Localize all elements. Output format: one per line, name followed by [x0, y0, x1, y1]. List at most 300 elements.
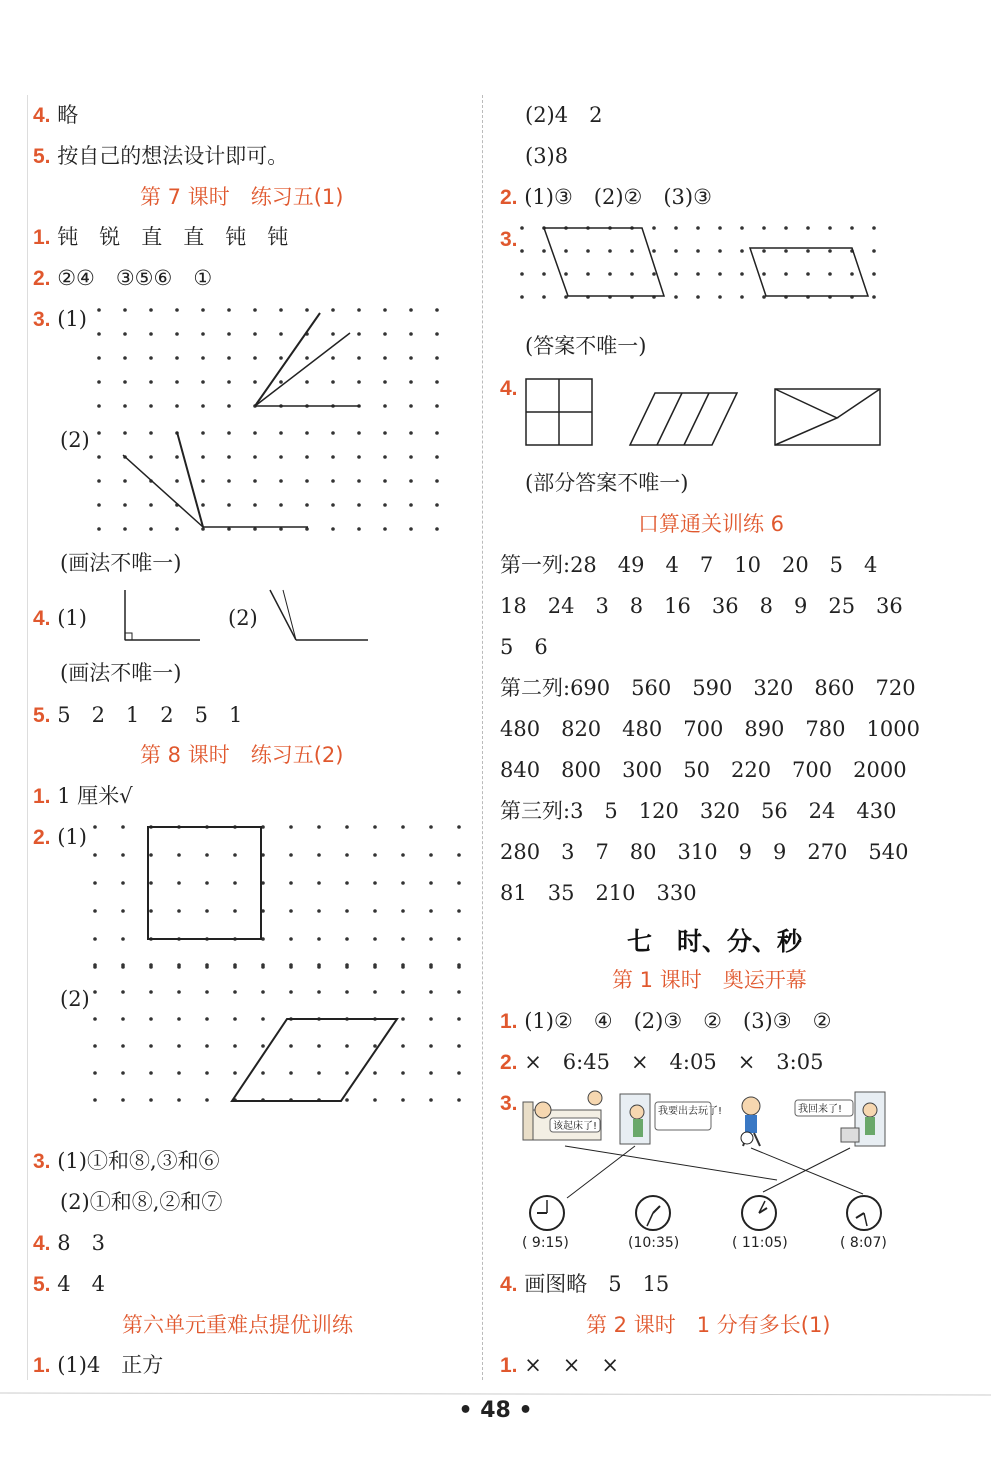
grid-dot [696, 249, 700, 253]
grid-dot [357, 308, 361, 312]
grid-dot [305, 479, 309, 483]
grid-dot [123, 332, 127, 336]
grid-dot [383, 332, 387, 336]
grid-dot [253, 332, 257, 336]
question-number: 1. [33, 785, 51, 808]
grid-dot [872, 295, 876, 299]
grid-dot [718, 249, 722, 253]
dot-grid-parallelogram [95, 965, 465, 1135]
grid-dot [289, 1044, 293, 1048]
grid-dot [289, 1071, 293, 1075]
grid-dot [401, 853, 405, 857]
grid-dot [457, 909, 461, 913]
grid-dot [331, 332, 335, 336]
grid-dot [177, 1098, 181, 1102]
grid-dot [850, 272, 854, 276]
grid-dot [429, 1017, 433, 1021]
grid-dot [435, 380, 439, 384]
grid-dot [177, 853, 181, 857]
question-number: 2. [33, 267, 51, 290]
grid-dot [409, 479, 413, 483]
answer-text: × × × [524, 1353, 619, 1377]
grid-dot [409, 380, 413, 384]
grid-dot [401, 1044, 405, 1048]
grid-dot [357, 455, 361, 459]
grid-dot [674, 226, 678, 230]
grid-dot [305, 431, 309, 435]
grid-dot [121, 1017, 125, 1021]
dot-grid-square [95, 825, 465, 955]
grid-dot [401, 881, 405, 885]
grid-dot [652, 249, 656, 253]
grid-dot [149, 455, 153, 459]
unit-6-heading: 第六单元重难点提优训练 [122, 1313, 353, 1337]
grid-dot [97, 308, 101, 312]
answer-text: (1)② ④ (2)③ ② (3)③ ② [524, 1009, 832, 1033]
grid-dot [457, 881, 461, 885]
question-number: 3. [500, 228, 518, 251]
grid-dot [401, 1071, 405, 1075]
clock-label: ( 8:07) [840, 1235, 887, 1251]
grid-dot [435, 356, 439, 360]
grid-dot [205, 963, 209, 967]
grid-dot [201, 308, 205, 312]
dot-grid-angle-1 [95, 305, 445, 415]
grid-dot [121, 963, 125, 967]
grid-dot [429, 1071, 433, 1075]
grid-dot [305, 503, 309, 507]
grid-dot [357, 380, 361, 384]
grid-dot [373, 1098, 377, 1102]
grid-dot [696, 295, 700, 299]
grid-dot [177, 1071, 181, 1075]
l7-answer-5 [33, 702, 242, 729]
clock-label: ( 9:15) [522, 1235, 569, 1251]
grid-dot [305, 455, 309, 459]
grid-dot [383, 527, 387, 531]
grid-dot [233, 1071, 237, 1075]
grid-dot [317, 825, 321, 829]
question-number: 4. [33, 1232, 51, 1255]
question-number: 1. [500, 1010, 518, 1033]
u7-answer-2 [500, 1049, 823, 1076]
oral-line: 第二列:690 560 590 320 860 720 [500, 676, 916, 700]
grid-dot [520, 272, 524, 276]
l7-answer-4-sub2: (2) [228, 606, 258, 630]
l7-q3-note: (画法不唯一) [60, 551, 182, 575]
answer-text: 按自己的想法设计即可。 [57, 144, 289, 168]
grid-dot [429, 963, 433, 967]
grid-dot [305, 356, 309, 360]
grid-dot [331, 479, 335, 483]
grid-dot [373, 990, 377, 994]
return-home-icon [795, 1092, 885, 1146]
grid-dot [205, 853, 209, 857]
grid-dot [409, 503, 413, 507]
answer-text: 钝 锐 直 直 钝 钝 [57, 225, 289, 249]
clock-label: ( 11:05) [732, 1235, 788, 1251]
grid-dot [317, 881, 321, 885]
grid-dot [279, 380, 283, 384]
grid-dot [652, 226, 656, 230]
question-number: 4. [500, 377, 518, 400]
grid-dot [429, 990, 433, 994]
grid-dot [305, 308, 309, 312]
grid-dot [435, 404, 439, 408]
question-number: 3. [33, 1150, 51, 1173]
grid-dot [435, 503, 439, 507]
grid-dot [279, 308, 283, 312]
grid-dot [93, 853, 97, 857]
l8-answer-1 [33, 783, 133, 810]
grid-dot [121, 909, 125, 913]
grid-dot [608, 249, 612, 253]
grid-dot [435, 479, 439, 483]
grid-dot [435, 527, 439, 531]
grid-dot [345, 937, 349, 941]
grid-dot [401, 825, 405, 829]
sub-label: (1) [57, 825, 87, 849]
grid-dot [177, 1017, 181, 1021]
grid-dot [542, 249, 546, 253]
grid-dot [289, 909, 293, 913]
clock-label: (10:35) [628, 1235, 680, 1251]
grid-dot [97, 380, 101, 384]
grid-dot [828, 249, 832, 253]
grid-dot [317, 1044, 321, 1048]
l7-answer-2 [33, 265, 212, 292]
l7-q4-note: (画法不唯一) [60, 661, 182, 685]
grid-dot [233, 1044, 237, 1048]
answer-text: × 6:45 × 4:05 × 3:05 [524, 1050, 824, 1074]
grid-dot [457, 990, 461, 994]
clock-icon [847, 1196, 881, 1230]
grid-dot [261, 963, 265, 967]
grid-dot [97, 431, 101, 435]
grid-dot [317, 937, 321, 941]
answer-text: 画图略 5 15 [524, 1272, 670, 1296]
grid-dot [409, 356, 413, 360]
grid-dot [696, 226, 700, 230]
footer-rule [0, 1392, 991, 1396]
grid-dot [253, 455, 257, 459]
grid-dot [227, 332, 231, 336]
grid-dot [177, 881, 181, 885]
grid-dot [872, 226, 876, 230]
grid-dot [175, 455, 179, 459]
grid-dot [457, 853, 461, 857]
grid-dot [123, 308, 127, 312]
grid-dot [373, 1071, 377, 1075]
grid-dot [718, 295, 722, 299]
grid-dot [409, 431, 413, 435]
grid-dot [205, 990, 209, 994]
grid-dot [93, 909, 97, 913]
u6-answer-1 [33, 1352, 163, 1379]
grid-dot [175, 308, 179, 312]
grid-dot [201, 356, 205, 360]
grid-dot [93, 881, 97, 885]
grid-dot [279, 503, 283, 507]
grid-dot [345, 1098, 349, 1102]
grid-dot [806, 226, 810, 230]
grid-dot [97, 404, 101, 408]
l8-answer-3 [33, 1148, 220, 1175]
grid-dot [373, 909, 377, 913]
grid-dot [345, 963, 349, 967]
question-number: 5. [33, 704, 51, 727]
grid-dot [850, 226, 854, 230]
grid-dot [630, 272, 634, 276]
grid-dot [177, 963, 181, 967]
grid-dot [331, 455, 335, 459]
oral-line: 第一列:28 49 4 7 10 20 5 4 [500, 553, 878, 577]
question-number: 4. [33, 607, 51, 630]
grid-dot [520, 295, 524, 299]
grid-dot [227, 431, 231, 435]
answer-4-prev [33, 102, 78, 129]
grid-dot [718, 226, 722, 230]
grid-dot [520, 249, 524, 253]
grid-dot [317, 1071, 321, 1075]
grid-dot [784, 272, 788, 276]
grid-dot [586, 249, 590, 253]
grid-dot [357, 503, 361, 507]
grid-dot [97, 332, 101, 336]
grid-dot [205, 1044, 209, 1048]
l8-answer-2-sub2: (2) [60, 987, 90, 1011]
left-margin-rule [27, 95, 28, 1380]
u7-answer-4 [500, 1271, 669, 1298]
question-number: 1. [500, 1354, 518, 1377]
oral-line: 18 24 3 8 16 36 8 9 25 36 [500, 594, 903, 618]
grid-dot [123, 527, 127, 531]
answer-text: 4 4 [57, 1272, 105, 1296]
grid-dot [383, 479, 387, 483]
question-number: 3. [500, 1092, 518, 1115]
r-q4-note: (部分答案不唯一) [525, 471, 689, 495]
column-divider [482, 95, 483, 1380]
door-scene-icon [620, 1094, 722, 1144]
grid-dot [177, 1044, 181, 1048]
grid-dot [289, 937, 293, 941]
grid-dot [149, 1017, 153, 1021]
grid-dot [201, 380, 205, 384]
grid-dot [149, 356, 153, 360]
grid-dot [149, 380, 153, 384]
grid-dot [123, 431, 127, 435]
grid-dot [289, 963, 293, 967]
grid-dot [149, 503, 153, 507]
grid-dot [175, 527, 179, 531]
grid-dot [201, 431, 205, 435]
grid-dot [345, 825, 349, 829]
grid-dot [401, 1017, 405, 1021]
grid-dot [317, 990, 321, 994]
grid-dot [409, 455, 413, 459]
answer-text: (1)4 正方 [57, 1353, 164, 1377]
grid-dot [175, 404, 179, 408]
dot-grid-parallelograms [522, 226, 892, 318]
grid-dot [261, 1044, 265, 1048]
grid-dot [401, 909, 405, 913]
grid-dot [317, 853, 321, 857]
grid-dot [289, 825, 293, 829]
grid-dot [542, 272, 546, 276]
grid-dot [289, 990, 293, 994]
grid-dot [97, 356, 101, 360]
grid-dot [674, 272, 678, 276]
grid-dot [121, 853, 125, 857]
grid-dot [806, 249, 810, 253]
grid-dot [630, 249, 634, 253]
grid-dot [97, 503, 101, 507]
grid-dot [762, 226, 766, 230]
grid-dot [279, 332, 283, 336]
grid-dot [409, 332, 413, 336]
grid-dot [205, 881, 209, 885]
grid-dots [97, 308, 439, 408]
grid-dot [872, 272, 876, 276]
obtuse-angle-drawing [268, 588, 368, 648]
grid-dot [123, 479, 127, 483]
answer-text: 略 [57, 103, 79, 127]
grid-dot [123, 380, 127, 384]
grid-dot [608, 272, 612, 276]
clock-matching-illustration [515, 1088, 895, 1233]
clock-icon [636, 1196, 670, 1230]
grid-dot [429, 1044, 433, 1048]
question-number: 3. [33, 308, 51, 331]
grid-dot [93, 963, 97, 967]
grid-dot [542, 295, 546, 299]
oral-line: 81 35 210 330 [500, 881, 697, 905]
grid-dot [205, 1098, 209, 1102]
answer-text: 1 厘米√ [57, 784, 133, 808]
question-number: 5. [33, 1273, 51, 1296]
grid-dot [205, 1017, 209, 1021]
grid-dot [457, 825, 461, 829]
grid-dot [696, 272, 700, 276]
grid-dot [383, 308, 387, 312]
r-answer-4 [500, 375, 518, 402]
grid-dot [149, 1098, 153, 1102]
question-number: 1. [33, 1354, 51, 1377]
grid-dot [331, 380, 335, 384]
grid-dot [121, 1098, 125, 1102]
lesson-8-heading: 第 8 课时 练习五(2) [140, 743, 344, 767]
l8-answer-2 [33, 824, 87, 851]
answer-text: 5 2 1 2 5 1 [57, 703, 243, 727]
grid-dot [121, 825, 125, 829]
grid-dot [345, 909, 349, 913]
grid-dot [123, 356, 127, 360]
oral-heading: 口算通关训练 6 [638, 512, 785, 536]
oral-line: 5 6 [500, 635, 548, 659]
grid-dot [121, 881, 125, 885]
grid-dot [261, 1071, 265, 1075]
grid-dot [373, 881, 377, 885]
page-number: • 48 • [458, 1398, 533, 1423]
question-number: 4. [500, 1273, 518, 1296]
unit-7-heading: 七 时、分、秒 [627, 927, 803, 956]
grid-dot [97, 527, 101, 531]
grid-dot [435, 332, 439, 336]
oral-line: 840 800 300 50 220 700 2000 [500, 758, 907, 782]
grid-dot [435, 455, 439, 459]
grid-dot [828, 272, 832, 276]
r-answer-2 [500, 184, 712, 211]
grid-dot [201, 404, 205, 408]
grid-dot [564, 272, 568, 276]
l7-answer-3 [33, 306, 87, 333]
grid-dot [345, 1044, 349, 1048]
grid-dot [149, 853, 153, 857]
grid-dot [674, 249, 678, 253]
grid-dot [401, 937, 405, 941]
grid-dot [409, 527, 413, 531]
grid-dot [279, 431, 283, 435]
grid-dot [93, 937, 97, 941]
grid-dot [331, 503, 335, 507]
grid-dot [457, 1044, 461, 1048]
grid-dot [331, 527, 335, 531]
grid-dot [383, 404, 387, 408]
grid-dot [305, 380, 309, 384]
grid-dot [383, 431, 387, 435]
grid-dot [409, 308, 413, 312]
grid-dot [93, 1017, 97, 1021]
grid-dot [149, 1044, 153, 1048]
grid-dot [373, 825, 377, 829]
grid-dot [762, 272, 766, 276]
grid-dot [289, 853, 293, 857]
right-angle-drawing [115, 590, 205, 650]
grid-dot [123, 404, 127, 408]
grid-dot [345, 990, 349, 994]
grid-dot [429, 825, 433, 829]
answer-5-prev [33, 143, 288, 170]
grid-dot [652, 272, 656, 276]
grid-dot [227, 380, 231, 384]
dot-grid-angle-2 [95, 430, 445, 540]
grid-dot [261, 1017, 265, 1021]
grid-dot [373, 853, 377, 857]
clock-icon [530, 1196, 564, 1230]
question-number: 5. [33, 145, 51, 168]
l2-answer-1 [500, 1352, 619, 1379]
grid-dot [175, 479, 179, 483]
l8-answer-3-line2: (2)①和⑧,②和⑦ [60, 1190, 223, 1214]
answer-text: ②④ ③⑤⑥ ① [57, 266, 213, 290]
grid-dot [149, 431, 153, 435]
grid-dot [331, 431, 335, 435]
boy-with-ball-icon [741, 1097, 760, 1146]
grid-dot [205, 909, 209, 913]
question-number: 1. [33, 226, 51, 249]
grid-dot [227, 404, 231, 408]
grid-dot [253, 479, 257, 483]
speech-bubble-text: 我要出去玩了! [658, 1106, 723, 1117]
oral-line: 280 3 7 80 310 9 9 270 540 [500, 840, 909, 864]
grid-dot [177, 909, 181, 913]
grid-dot [345, 881, 349, 885]
grid-dot [429, 1098, 433, 1102]
sub-label: (1) [57, 606, 87, 630]
grid-dot [784, 226, 788, 230]
question-number: 2. [500, 1051, 518, 1074]
grid-dot [227, 356, 231, 360]
